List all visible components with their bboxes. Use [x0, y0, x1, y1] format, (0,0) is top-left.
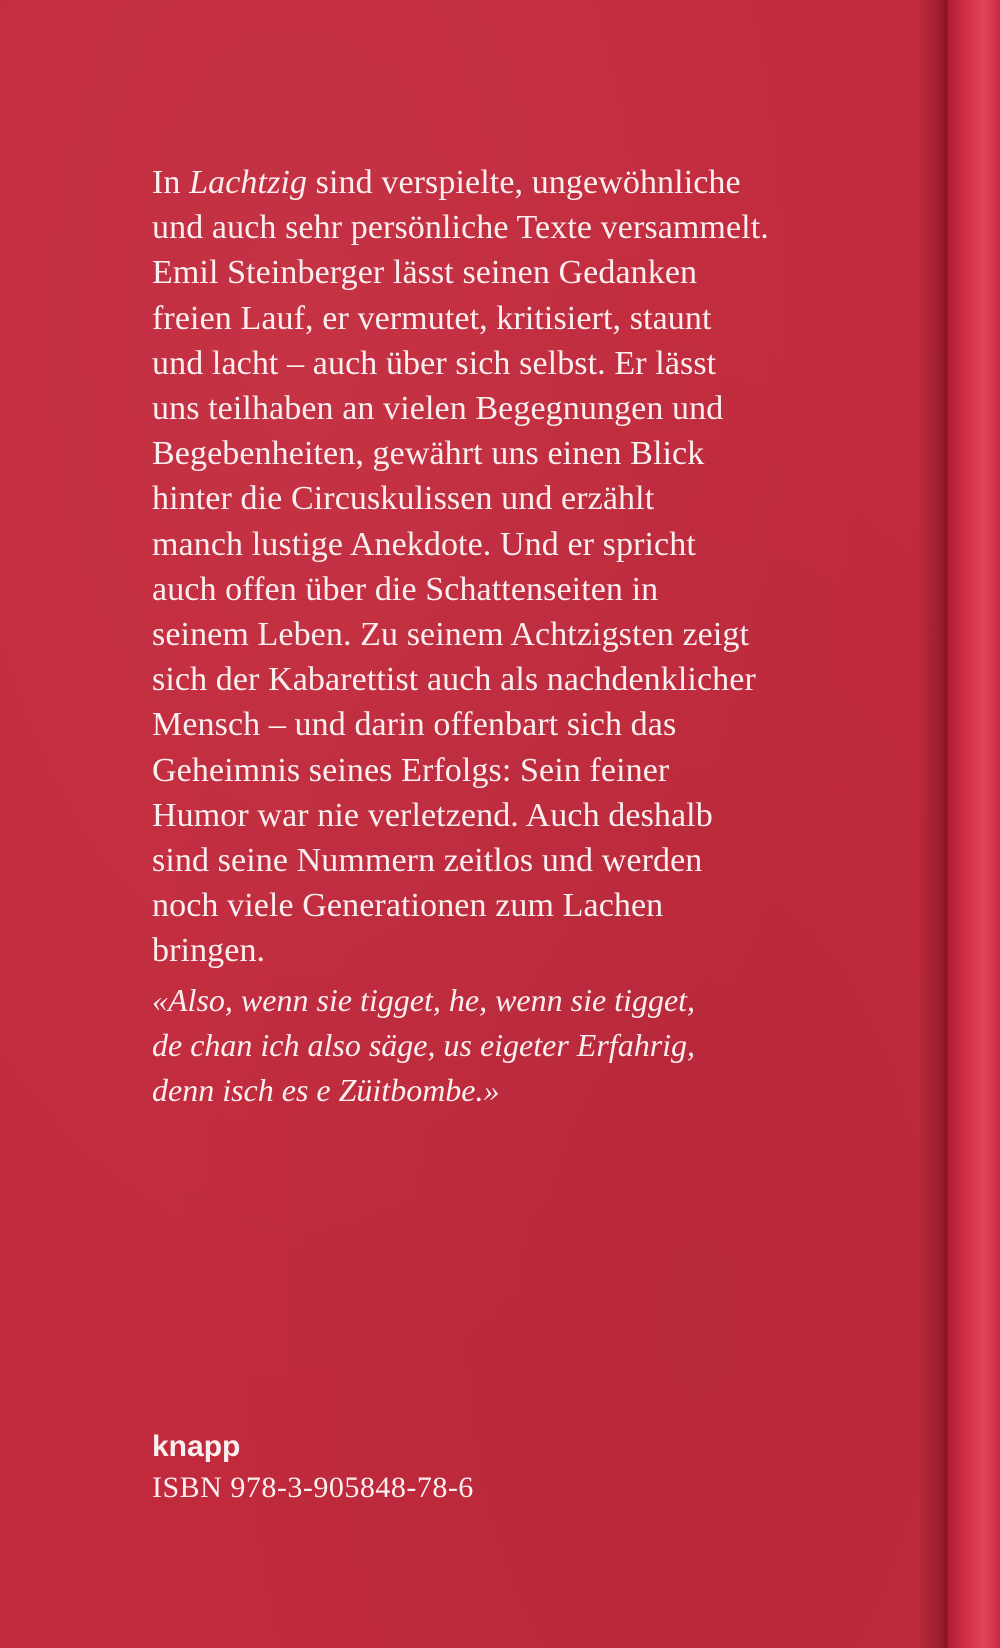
blurb-line: hinter die Circuskulissen und erzählt [152, 480, 655, 518]
blurb-line: bringen. [152, 932, 266, 970]
blurb-line: uns teilhaben an vielen Begegnungen und [152, 390, 724, 428]
book-title-italic: Lachtzig [189, 164, 308, 201]
blurb-line: Humor war nie verletzend. Auch deshalb [152, 796, 713, 834]
blurb-line: noch viele Generationen zum Lachen [152, 887, 664, 925]
blurb-text-segment: sind verspielte, ungewöhnliche [307, 164, 741, 201]
blurb-line: Begebenheiten, gewährt uns einen Blick [152, 435, 705, 473]
blurb-line: Geheimnis seines Erfolgs: Sein feiner [152, 751, 670, 789]
blurb-line: und lacht – auch über sich selbst. Er lässt [152, 344, 717, 382]
isbn: ISBN 978-3-905848-78-6 [152, 1471, 474, 1504]
quote-line: de chan ich also säge, us eigeter Erfahrig, [152, 1027, 696, 1063]
quote-line: «Also, wenn sie tigget, he, wenn sie tigget, [152, 982, 696, 1018]
blurb-line: freien Lauf, er vermutet, kritisiert, staunt [152, 299, 712, 337]
publisher-logo: knapp [152, 1430, 241, 1463]
blurb-line: Mensch – und darin offenbart sich das [152, 706, 677, 744]
blurb-line-1 [152, 160, 872, 205]
blurb-line: manch lustige Anekdote. Und er spricht [152, 525, 696, 563]
blurb-line: auch offen über die Schattenseiten in [152, 570, 659, 608]
blurb-line: sind seine Nummern zeitlos und werden [152, 842, 703, 880]
quote [152, 978, 872, 1113]
blurb-text-segment: In [152, 164, 190, 201]
blurb-line: und auch sehr persönliche Texte versammelt. [152, 209, 769, 247]
blurb-text [152, 160, 872, 974]
blurb-line: Emil Steinberger lässt seinen Gedanken [152, 254, 698, 292]
blurb-line: sich der Kabarettist auch als nachdenklicher [152, 661, 756, 699]
quote-line: denn isch es e Züitbombe.» [152, 1072, 500, 1108]
book-spine [948, 0, 1000, 1648]
blurb-line: seinem Leben. Zu seinem Achtzigsten zeigt [152, 616, 750, 654]
